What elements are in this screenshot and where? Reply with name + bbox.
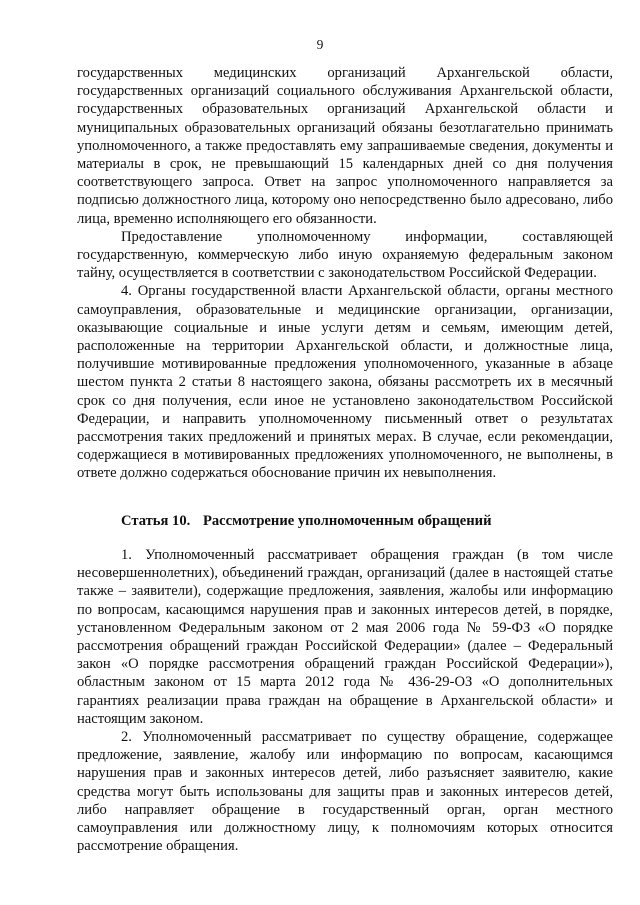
paragraph-item-1: 1. Уполномоченный рассматривает обращения граждан (в том числе несовершеннолетних), объединений граждан, организаций (далее в настоящей статье также – заявители), содержащие предложения, заявления, жалобы или информацию по вопросам, касающимся нарушения прав и законных интересов детей, в порядке, установленном Федеральным законом от 2 мая 2006 года № 59-ФЗ «О порядке рассмотрения обращений граждан Российской Федерации» (далее – Федеральный закон «О порядке рассмотрения обращений граждан Российской Федерации»), областным законом от 15 марта 2012 года № 436-29-ОЗ «О дополнительных гарантиях реализации права граждан на обращение в Архангельской области» и настоящим законом. [77,547,613,727]
article-number: Статья 10. [121,513,191,529]
section-top [77,64,613,483]
page-number: 9 [316,37,324,52]
article-heading [121,512,611,530]
section-bottom [77,546,613,855]
article-title: Рассмотрение уполномоченным обращений [202,513,492,529]
paragraph-item-2: 2. Уполномоченный рассматривает по существу обращение, содержащее предложение, заявление, жалобу или информацию по вопросам, касающимся нарушения прав и законных интересов детей, либо разъясняет заявителю, какие средства могут быть использованы для защиты прав и законных интересов детей, либо направляет обращение в государственный орган, орган местного самоуправления или должностному лицу, к полномочиям которых относится рассмотрение обращения. [77,729,613,855]
paragraph-continuation: государственных медицинских организаций Архангельской области, государственных организаций социального обслуживания Архангельской области, государственных образовательных организаций Архангельской области и муниципальных образовательных организаций обязаны безотлагательно принимать уполномоченного, а также предоставлять ему запрашиваемые сведения, документы и материалы в срок, не превышающий 15 календарных дней со дня получения соответствующего запроса. Ответ на запрос уполномоченного направляется за подписью должностного лица, которому оно непосредственно было адресовано, либо лица, временно исполняющего его обязанности. [77,65,613,227]
paragraph-item-4: 4. Органы государственной власти Архангельской области, органы местного самоуправления, образовательные и медицинские организации, организации, оказывающие социальные и иные услуги детям и семьям, имеющим детей, расположенные на территории Архангельской области, и должностные лица, получившие мотивированные предложения уполномоченного, указанные в абзаце шестом пункта 2 статьи 8 настоящего закона, обязаны рассмотреть их в месячный срок со дня получения, если иное не установлено законодательством Российской Федерации, и направить уполномоченному письменный ответ о результатах рассмотрения таких предложений и принятых мерах. В случае, если рекомендации, содержащиеся в мотивированных предложениях уполномоченного, не выполнены, в ответе должно содержаться обоснование причин их невыполнения. [77,283,613,482]
paragraph-secret-info: Предоставление уполномоченному информации, составляющей государственную, коммерческую либо иную охраняемую федеральным законом тайну, осуществляется в соответствии с законодательством Российской Федерации. [77,228,613,282]
